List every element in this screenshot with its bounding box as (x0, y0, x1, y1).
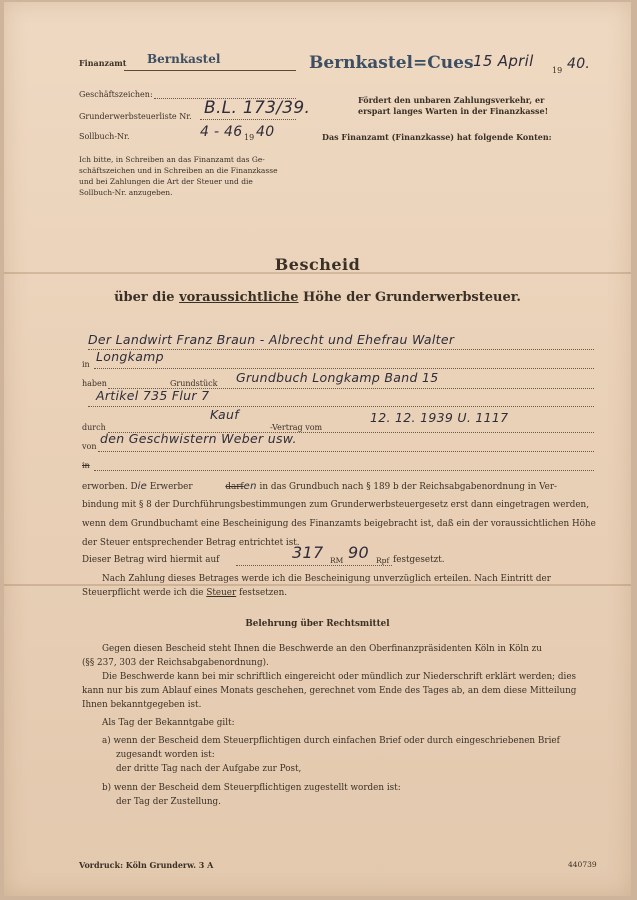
dotted-line (94, 368, 594, 369)
body-line-6 (82, 588, 287, 598)
sollbuch-label: Sollbuch-Nr. (79, 132, 130, 141)
dotted-line (94, 470, 594, 471)
haben-label: haben (82, 379, 107, 388)
body-text: festsetzen. (236, 588, 288, 598)
rechtsmittel-b-line: der Tag der Zustellung. (116, 797, 221, 807)
betrag-rpf-value: 90 (348, 543, 369, 562)
vordruck-label: Vordruck: Köln Grunderw. 3 A (79, 860, 214, 870)
handwritten-artikel: Artikel 735 Flur 7 (96, 388, 210, 403)
betrag-label: Dieser Betrag wird hiermit auf (82, 555, 220, 565)
betrag-rm-value: 317 (292, 543, 324, 562)
body-text: erworben. D (82, 482, 138, 492)
body-line-5: Nach Zahlung dieses Betrages werde ich die Bescheinigung unverzüglich erteilen. Nach Eintritt der (102, 574, 551, 584)
dotted-line (88, 406, 594, 407)
rechtsmittel-line: (§§ 237, 303 der Reichsabgabenordnung). (82, 658, 269, 668)
rechtsmittel-line: Die Beschwerde kann bei mir schriftlich eingereicht oder mündlich zur Niederschrift erklärt werden; dies (102, 672, 577, 682)
body-text-underlined: Steuer (206, 588, 237, 598)
vertrag-label: -Vertrag vom (270, 423, 323, 432)
note-line: Sollbuch-Nr. anzugeben. (79, 188, 173, 197)
body-text: in das Grundbuch nach § 189 b der Reichsabgabenordnung in Ver- (256, 482, 558, 492)
finanzamt-value: Bernkastel (147, 52, 221, 66)
grunderwerb-label: Grunderwerbsteuerliste Nr. (79, 112, 192, 121)
body-line-2: bindung mit § 8 der Durchführungsbestimmungen zum Grunderwerbsteuergesetz erst dann eingetragen werden, (82, 500, 589, 510)
body-line-3: wenn dem Grundbuchamt eine Bescheinigung des Finanzamts beigebracht ist, daß ein der voraussichtlichen Höhe (82, 519, 596, 529)
note-line: und bei Zahlungen die Art der Steuer und die (79, 177, 253, 186)
note-line: schäftszeichen und in Schreiben an die Finanzkasse (79, 166, 278, 175)
dotted-line (88, 349, 594, 350)
grunderwerb-value: B.L. 173/39. (204, 98, 311, 118)
handwritten-buyers: Der Landwirt Franz Braun - Albrecht und Ehefrau Walter (88, 332, 455, 347)
subtitle-part: über die (114, 290, 180, 305)
geschaeftszeichen-label: Geschäftszeichen: (79, 90, 153, 99)
body-text: Steuerpflicht werde ich die (82, 588, 207, 598)
document-title: Bescheid (274, 255, 361, 274)
rechtsmittel-line: Gegen diesen Bescheid steht Ihnen die Beschwerde an den Oberfinanzpräsidenten Köln in Köln zu (102, 644, 542, 654)
handwritten-grundbuch: Grundbuch Longkamp Band 15 (236, 370, 439, 385)
finanzamt-label: Finanzamt (79, 58, 127, 68)
rechtsmittel-line: Als Tag der Bekanntgabe gilt: (102, 718, 235, 728)
right-note-line: erspart langes Warten in der Finanzkasse! (358, 106, 549, 116)
body-text: Erwerber (147, 482, 193, 492)
document-page (4, 2, 631, 896)
handwritten-insert: ie (137, 481, 148, 492)
rechtsmittel-a-line: a) wenn der Bescheid dem Steuerpflichtigen durch einfachen Brief oder durch eingeschriebenen Brief (102, 736, 560, 746)
in-label: in (82, 360, 90, 369)
sollbuch-year-value: 40 (256, 124, 275, 140)
subtitle-underlined: voraussichtliche (179, 290, 299, 305)
fold-line (4, 584, 631, 586)
body-line-1 (82, 481, 557, 492)
body-line-4: der Steuer entsprechender Betrag entrichtet ist. (82, 538, 300, 548)
right-note-line: Fördert den unbaren Zahlungsverkehr, er (358, 95, 545, 105)
handwritten-kauf: Kauf (210, 407, 239, 422)
handwritten-von: den Geschwistern Weber usw. (100, 431, 297, 446)
dotted-line (236, 565, 392, 566)
rpf-label: Rpf (376, 556, 390, 565)
in2-label: in (82, 461, 90, 470)
festgesetzt-text: festgesetzt. (393, 555, 445, 565)
year-handwritten: 40. (567, 56, 591, 72)
rechtsmittel-heading: Belehrung über Rechtsmittel (245, 619, 390, 629)
form-number: 440739 (568, 860, 597, 869)
subtitle-part: Höhe der Grunderwerbsteuer. (298, 290, 521, 305)
konten-label: Das Finanzamt (Finanzkasse) hat folgende Konten: (322, 132, 552, 142)
haben-printed: Grundstück (170, 379, 218, 388)
dotted-line (98, 451, 594, 452)
rechtsmittel-line: Ihnen bekanntgegeben ist. (82, 700, 202, 710)
von-label: von (82, 442, 97, 451)
handwritten-vertrag: 12. 12. 1939 U. 1117 (370, 410, 509, 425)
underline (124, 70, 296, 71)
year-prefix: 19 (552, 66, 563, 75)
sollbuch-value: 4 - 46 (200, 124, 243, 140)
sollbuch-year-prefix: 19 (244, 133, 255, 142)
place-name: Bernkastel=Cues (309, 53, 474, 73)
rechtsmittel-line: kann nur bis zum Ablauf eines Monats geschehen, gerechnet vom Ende des Tages ab, an dem diese Mitteilung (82, 686, 577, 696)
dotted-line (200, 119, 296, 120)
rechtsmittel-a-line: der dritte Tag nach der Aufgabe zur Post, (116, 764, 302, 774)
rm-label: RM (330, 556, 344, 565)
handwritten-insert: en (243, 481, 257, 492)
rechtsmittel-a-line: zugesandt worden ist: (116, 750, 215, 760)
durch-label: durch (82, 423, 106, 432)
body-text: darf (225, 482, 244, 492)
rechtsmittel-b-line: b) wenn der Bescheid dem Steuerpflichtigen zugestellt worden ist: (102, 783, 401, 793)
document-subtitle (4, 290, 631, 305)
handwritten-place: Longkamp (96, 349, 164, 364)
note-line: Ich bitte, in Schreiben an das Finanzamt das Ge- (79, 155, 265, 164)
date-handwritten: 15 April (473, 52, 534, 70)
